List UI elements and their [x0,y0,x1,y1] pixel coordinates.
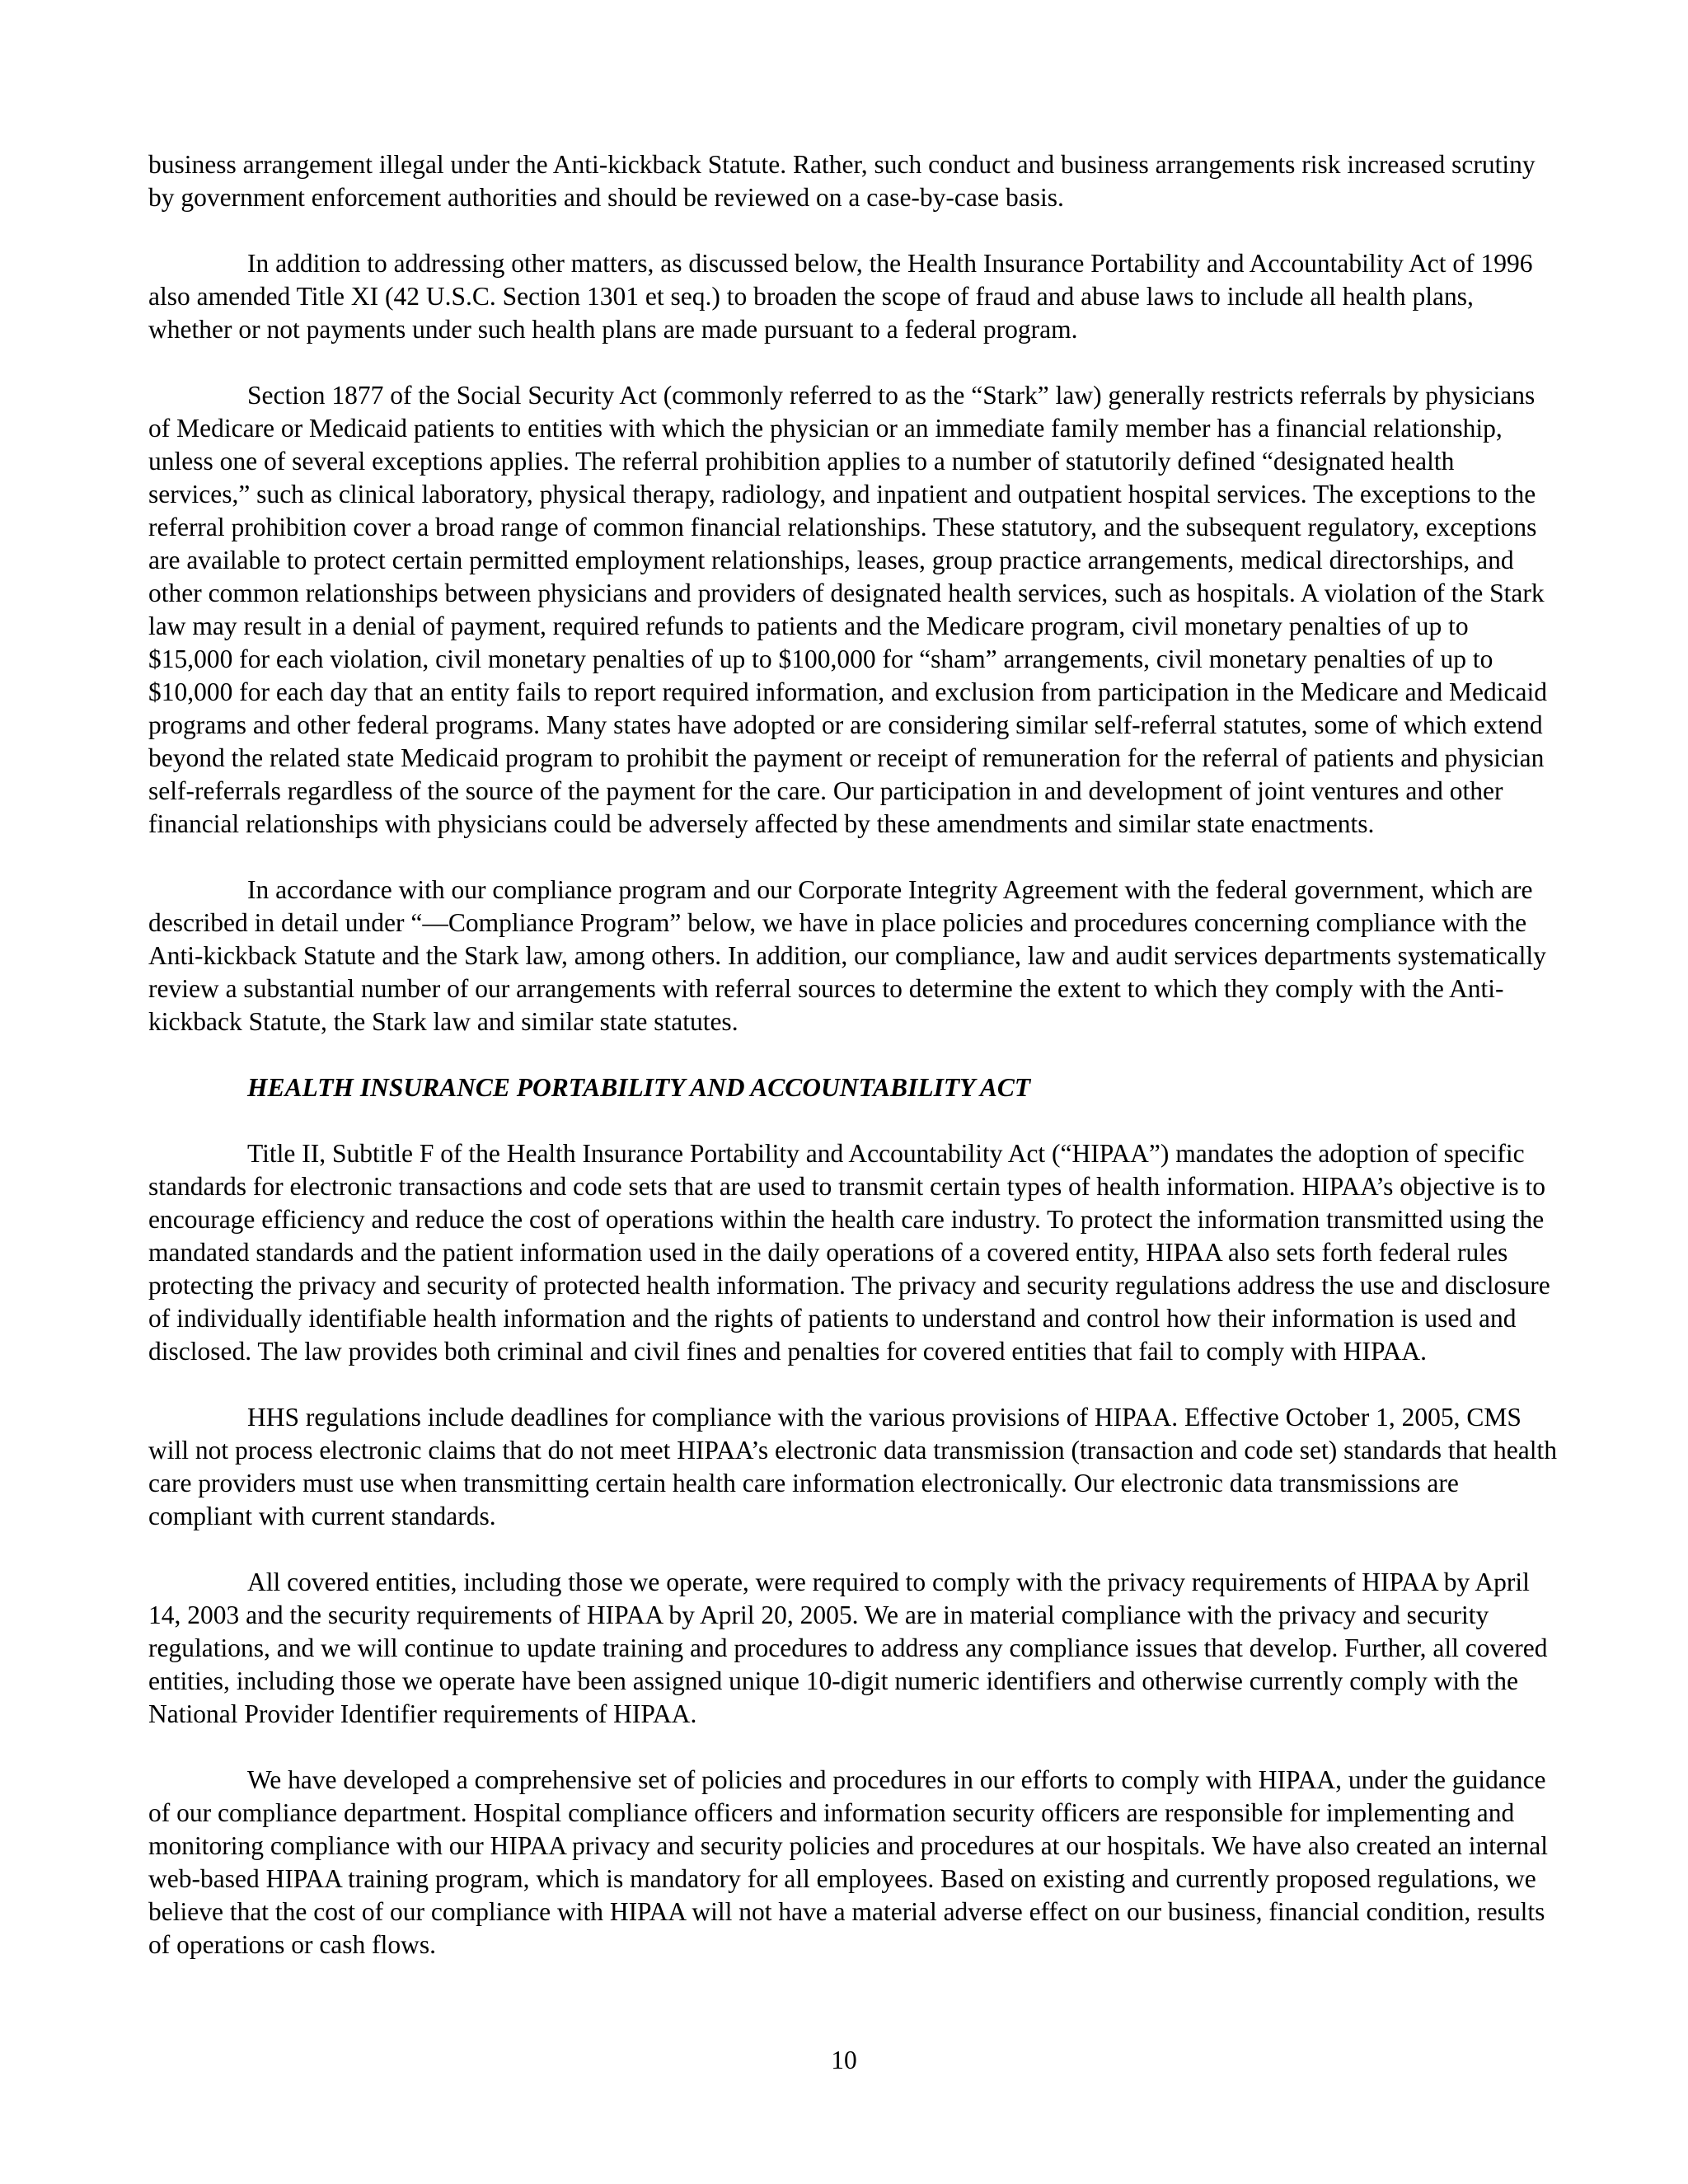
paragraph-stark-law: Section 1877 of the Social Security Act (commonly referred to as the “Stark” law) generally restricts referrals by physicians of Medicare or Medicaid patients to entities with which the physician or an immediate family member has a financial relationship, unless one of several exceptions applies. The referral prohibition applies to a number of statutorily defined “designated health services,” such as clinical laboratory, physical therapy, radiology, and inpatient and outpatient hospital services. The exceptions to the referral prohibition cover a broad range of common financial relationships. These statutory, and the subsequent regulatory, exceptions are available to protect certain permitted employment relationships, leases, group practice arrangements, medical directorships, and other common relationships between physicians and providers of designated health services, such as hospitals. A violation of the Stark law may result in a denial of payment, required refunds to patients and the Medicare program, civil monetary penalties of up to $15,000 for each violation, civil monetary penalties of up to $100,000 for “sham” arrangements, civil monetary penalties of up to $10,000 for each day that an entity fails to report required information, and exclusion from participation in the Medicare and Medicaid programs and other federal programs. Many states have adopted or are considering similar self-referral statutes, some of which extend beyond the related state Medicaid program to prohibit the payment or receipt of remuneration for the referral of patients and physician self-referrals regardless of the source of the payment for the care. Our participation in and development of joint ventures and other financial relationships with physicians could be adversely affected by these amendments and similar state enactments. [148,381,1547,838]
document-body [148,148,1558,1994]
paragraph-covered-entities: All covered entities, including those we operate, were required to comply with the privacy requirements of HIPAA by April 14, 2003 and the security requirements of HIPAA by April 20, 2005. We are in material compliance with the privacy and security regulations, and we will continue to update training and procedures to address any compliance issues that develop. Further, all covered entities, including those we operate have been assigned unique 10-digit numeric identifiers and otherwise currently comply with the National Provider Identifier requirements of HIPAA. [148,1568,1548,1728]
section-heading-hipaa: HEALTH INSURANCE PORTABILITY AND ACCOUNTABILITY ACT [247,1073,1031,1102]
paragraph-hipaa-policies: We have developed a comprehensive set of policies and procedures in our efforts to comply with HIPAA, under the guidance of our compliance department. Hospital compliance officers and information security officers are responsible for implementing and monitoring compliance with our HIPAA privacy and security policies and procedures at our hospitals. We have also created an internal web-based HIPAA training program, which is mandatory for all employees. Based on existing and currently proposed regulations, we believe that the cost of our compliance with HIPAA will not have a material adverse effect on our business, financial condition, results of operations or cash flows. [148,1765,1548,1959]
paragraph-compliance-program: In accordance with our compliance program and our Corporate Integrity Agreement with the federal government, which are described in detail under “—Compliance Program” below, we have in place policies and procedures concerning compliance with the Anti-kickback Statute and the Stark law, among others. In addition, our compliance, law and audit services departments systematically review a substantial number of our arrangements with referral sources to determine the extent to which they comply with the Anti-kickback Statute, the Stark law and similar state statutes. [148,875,1546,1036]
paragraph-hipaa-title-xi: In addition to addressing other matters, as discussed below, the Health Insurance Portability and Accountability Act of 1996 also amended Title XI (42 U.S.C. Section 1301 et seq.) to broaden the scope of fraud and abuse laws to include all health plans, whether or not payments under such health plans are made pursuant to a federal program. [148,249,1533,344]
paragraph-hhs-deadlines: HHS regulations include deadlines for compliance with the various provisions of HIPAA. Effective October 1, 2005, CMS will not process electronic claims that do not meet HIPAA’s electronic data transmission (transaction and code set) standards that health care providers must use when transmitting certain health care information electronically. Our electronic data transmissions are compliant with current standards. [148,1403,1557,1530]
paragraph-anti-kickback-continuation: business arrangement illegal under the Anti-kickback Statute. Rather, such conduct and business arrangements risk increased scrutiny by government enforcement authorities and should be reviewed on a case-by-case basis. [148,150,1536,212]
page-number: 10 [831,2046,857,2074]
paragraph-hipaa-overview: Title II, Subtitle F of the Health Insurance Portability and Accountability Act (“HIPAA”) mandates the adoption of specific standards for electronic transactions and code sets that are used to transmit certain types of health information. HIPAA’s objective is to encourage efficiency and reduce the cost of operations within the health care industry. To protect the information transmitted using the mandated standards and the patient information used in the daily operations of a covered entity, HIPAA also sets forth federal rules protecting the privacy and security of protected health information. The privacy and security regulations address the use and disclosure of individually identifiable health information and the rights of patients to understand and control how their information is used and disclosed. The law provides both criminal and civil fines and penalties for covered entities that fail to comply with HIPAA. [148,1139,1550,1366]
